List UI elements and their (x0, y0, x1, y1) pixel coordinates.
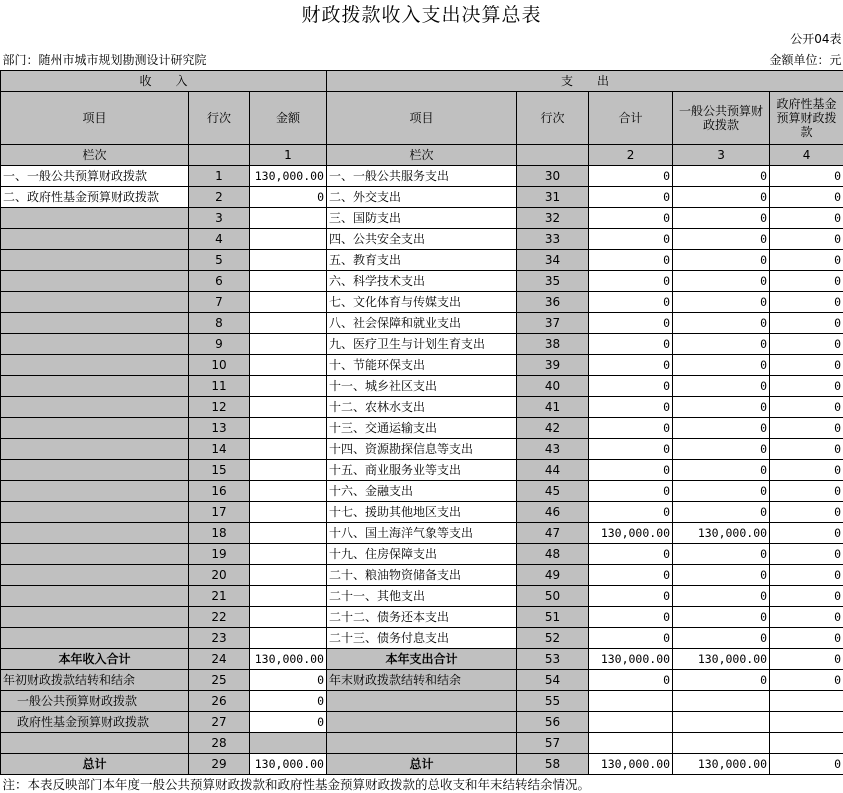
expense-general: 0 (673, 396, 770, 417)
expense-row-no: 40 (517, 375, 589, 396)
col-header-item: 项目 (1, 91, 189, 144)
expense-total (589, 732, 673, 753)
income-row-no: 24 (189, 648, 250, 669)
column-index-exp-blank (517, 144, 589, 165)
expense-general: 0 (673, 207, 770, 228)
income-item: 二、政府性基金预算财政拨款 (1, 186, 189, 207)
expense-total: 0 (589, 354, 673, 375)
budget-summary-table (0, 28, 843, 793)
expense-fund: 0 (770, 165, 843, 186)
expense-general: 0 (673, 228, 770, 249)
expense-item: 六、科学技术支出 (327, 270, 517, 291)
income-row-no: 29 (189, 753, 250, 774)
expense-item: 四、公共安全支出 (327, 228, 517, 249)
table-row (1, 480, 843, 501)
expense-total: 0 (589, 207, 673, 228)
income-item (1, 291, 189, 312)
unit-label: 金额单位：元 (673, 49, 843, 70)
expense-row-no: 31 (517, 186, 589, 207)
table-row (1, 627, 843, 648)
income-amount (250, 228, 327, 249)
income-row-no: 10 (189, 354, 250, 375)
expense-fund: 0 (770, 438, 843, 459)
expense-row-no: 46 (517, 501, 589, 522)
expense-item: 二十、粮油物资储备支出 (327, 564, 517, 585)
expense-row-no: 43 (517, 438, 589, 459)
expense-general: 0 (673, 564, 770, 585)
expense-row-no: 58 (517, 753, 589, 774)
col-header-total: 合计 (589, 91, 673, 144)
income-amount: 130,000.00 (250, 165, 327, 186)
table-row (1, 270, 843, 291)
expense-total: 130,000.00 (589, 753, 673, 774)
expense-item (327, 711, 517, 732)
income-amount (250, 480, 327, 501)
expense-general: 0 (673, 627, 770, 648)
expense-general: 0 (673, 543, 770, 564)
table-row (1, 522, 843, 543)
expense-row-no: 42 (517, 417, 589, 438)
expense-fund: 0 (770, 753, 843, 774)
expense-fund: 0 (770, 585, 843, 606)
expense-general: 0 (673, 291, 770, 312)
income-item (1, 333, 189, 354)
expense-general: 0 (673, 585, 770, 606)
grand-total-row (1, 753, 843, 774)
income-item (1, 354, 189, 375)
expense-total: 0 (589, 396, 673, 417)
expense-item: 五、教育支出 (327, 249, 517, 270)
income-amount (250, 354, 327, 375)
income-row-no: 18 (189, 522, 250, 543)
income-item (1, 438, 189, 459)
expense-item: 年末财政拨款结转和结余 (327, 669, 517, 690)
income-amount (250, 732, 327, 753)
expense-row-no: 34 (517, 249, 589, 270)
expense-general: 0 (673, 249, 770, 270)
income-row-no: 27 (189, 711, 250, 732)
expense-row-no: 53 (517, 648, 589, 669)
expense-fund: 0 (770, 375, 843, 396)
income-row-no: 23 (189, 627, 250, 648)
expense-fund: 0 (770, 564, 843, 585)
expense-fund: 0 (770, 669, 843, 690)
expense-fund: 0 (770, 627, 843, 648)
expense-fund: 0 (770, 312, 843, 333)
expense-fund: 0 (770, 543, 843, 564)
expense-item: 九、医疗卫生与计划生育支出 (327, 333, 517, 354)
income-item (1, 480, 189, 501)
expense-item: 七、文化体育与传媒支出 (327, 291, 517, 312)
expense-item (327, 690, 517, 711)
expense-row-no: 57 (517, 732, 589, 753)
expense-fund: 0 (770, 207, 843, 228)
expense-total: 0 (589, 333, 673, 354)
income-item (1, 459, 189, 480)
table-row (1, 165, 843, 186)
expense-fund: 0 (770, 480, 843, 501)
expense-item: 十二、农林水支出 (327, 396, 517, 417)
income-amount (250, 291, 327, 312)
column-index-fund: 4 (770, 144, 843, 165)
income-item (1, 312, 189, 333)
column-index-exp-label: 栏次 (327, 144, 517, 165)
income-row-no: 16 (189, 480, 250, 501)
expense-fund (770, 732, 843, 753)
col-header-row-no: 行次 (189, 91, 250, 144)
expense-fund: 0 (770, 501, 843, 522)
expense-total: 0 (589, 543, 673, 564)
income-row-no: 4 (189, 228, 250, 249)
column-index-amount: 1 (250, 144, 327, 165)
column-index-general: 3 (673, 144, 770, 165)
table-row (1, 564, 843, 585)
income-amount (250, 396, 327, 417)
expense-total: 0 (589, 165, 673, 186)
income-row-no: 6 (189, 270, 250, 291)
income-item (1, 606, 189, 627)
expense-total: 0 (589, 669, 673, 690)
expense-total: 0 (589, 480, 673, 501)
expense-total: 130,000.00 (589, 648, 673, 669)
expense-row-no: 45 (517, 480, 589, 501)
expense-total (589, 690, 673, 711)
income-item (1, 228, 189, 249)
expense-general: 0 (673, 354, 770, 375)
income-amount (250, 417, 327, 438)
expense-row-no: 47 (517, 522, 589, 543)
table-row (1, 333, 843, 354)
expense-fund: 0 (770, 291, 843, 312)
expense-item: 二十一、其他支出 (327, 585, 517, 606)
income-amount (250, 333, 327, 354)
expense-row-no: 36 (517, 291, 589, 312)
expense-row-no: 51 (517, 606, 589, 627)
income-item (1, 417, 189, 438)
annual-total-row (1, 648, 843, 669)
table-row (1, 501, 843, 522)
balance-row (1, 732, 843, 753)
income-row-no: 14 (189, 438, 250, 459)
income-amount (250, 375, 327, 396)
table-row (1, 291, 843, 312)
income-item (1, 501, 189, 522)
expense-total: 0 (589, 501, 673, 522)
income-row-no: 8 (189, 312, 250, 333)
table-row (1, 207, 843, 228)
expense-fund: 0 (770, 417, 843, 438)
income-amount: 0 (250, 711, 327, 732)
income-row-no: 1 (189, 165, 250, 186)
table-row (1, 543, 843, 564)
expense-total: 0 (589, 417, 673, 438)
income-row-no: 17 (189, 501, 250, 522)
expense-total: 0 (589, 375, 673, 396)
expense-item: 十七、援助其他地区支出 (327, 501, 517, 522)
income-item (1, 564, 189, 585)
expense-section-header: 支 出 (327, 70, 843, 91)
expense-item: 十八、国土海洋气象等支出 (327, 522, 517, 543)
income-row-no: 13 (189, 417, 250, 438)
col-header-amount: 金额 (250, 91, 327, 144)
income-amount (250, 207, 327, 228)
column-index-total: 2 (589, 144, 673, 165)
expense-fund (770, 711, 843, 732)
expense-row-no: 33 (517, 228, 589, 249)
expense-row-no: 54 (517, 669, 589, 690)
expense-row-no: 52 (517, 627, 589, 648)
expense-item: 三、国防支出 (327, 207, 517, 228)
table-row (1, 375, 843, 396)
table-row (1, 228, 843, 249)
expense-total: 0 (589, 459, 673, 480)
expense-item: 十四、资源勘探信息等支出 (327, 438, 517, 459)
income-amount (250, 522, 327, 543)
income-row-no: 12 (189, 396, 250, 417)
expense-row-no: 35 (517, 270, 589, 291)
table-row (1, 312, 843, 333)
expense-total: 0 (589, 228, 673, 249)
income-row-no: 25 (189, 669, 250, 690)
income-amount (250, 627, 327, 648)
expense-row-no: 32 (517, 207, 589, 228)
expense-general: 0 (673, 417, 770, 438)
income-amount (250, 501, 327, 522)
expense-fund: 0 (770, 606, 843, 627)
income-amount: 130,000.00 (250, 648, 327, 669)
expense-fund: 0 (770, 228, 843, 249)
expense-general: 0 (673, 501, 770, 522)
income-item (1, 270, 189, 291)
expense-general: 0 (673, 459, 770, 480)
income-item: 本年收入合计 (1, 648, 189, 669)
expense-fund: 0 (770, 270, 843, 291)
expense-general: 0 (673, 186, 770, 207)
expense-row-no: 44 (517, 459, 589, 480)
expense-total: 0 (589, 312, 673, 333)
form-code: 公开04表 (673, 28, 843, 49)
expense-total: 0 (589, 270, 673, 291)
expense-general (673, 711, 770, 732)
expense-item: 八、社会保障和就业支出 (327, 312, 517, 333)
expense-general: 0 (673, 480, 770, 501)
expense-general: 0 (673, 669, 770, 690)
expense-row-no: 49 (517, 564, 589, 585)
income-row-no: 26 (189, 690, 250, 711)
income-amount (250, 585, 327, 606)
table-row (1, 438, 843, 459)
expense-row-no: 48 (517, 543, 589, 564)
table-row (1, 585, 843, 606)
col-header-gov-fund: 政府性基金预算财政拨款 (770, 91, 843, 144)
income-item: 一、一般公共预算财政拨款 (1, 165, 189, 186)
expense-item: 二、外交支出 (327, 186, 517, 207)
col-header-exp-item: 项目 (327, 91, 517, 144)
expense-fund: 0 (770, 396, 843, 417)
expense-fund: 0 (770, 333, 843, 354)
expense-fund: 0 (770, 648, 843, 669)
expense-total: 0 (589, 606, 673, 627)
table-row (1, 606, 843, 627)
expense-fund: 0 (770, 354, 843, 375)
expense-item: 十五、商业服务业等支出 (327, 459, 517, 480)
expense-row-no: 50 (517, 585, 589, 606)
table-row (1, 417, 843, 438)
income-row-no: 7 (189, 291, 250, 312)
expense-row-no: 56 (517, 711, 589, 732)
income-item (1, 627, 189, 648)
income-item (1, 396, 189, 417)
balance-row (1, 711, 843, 732)
income-amount: 130,000.00 (250, 753, 327, 774)
report-title: 财政拨款收入支出决算总表 (301, 4, 542, 26)
expense-item (327, 732, 517, 753)
expense-fund: 0 (770, 249, 843, 270)
department-label: 部门：随州市城市规划勘测设计研究院 (1, 49, 589, 70)
expense-general: 130,000.00 (673, 522, 770, 543)
income-row-no: 21 (189, 585, 250, 606)
expense-item: 二十三、债务付息支出 (327, 627, 517, 648)
expense-item: 总计 (327, 753, 517, 774)
balance-row (1, 690, 843, 711)
expense-total: 0 (589, 627, 673, 648)
expense-general (673, 690, 770, 711)
expense-item: 一、一般公共服务支出 (327, 165, 517, 186)
income-row-no: 20 (189, 564, 250, 585)
table-row (1, 186, 843, 207)
expense-general: 0 (673, 333, 770, 354)
expense-row-no: 39 (517, 354, 589, 375)
footnote: 注：本表反映部门本年度一般公共预算财政拨款和政府性基金预算财政拨款的总收支和年末结转结余情况。 (1, 774, 843, 793)
expense-total: 0 (589, 186, 673, 207)
income-amount (250, 543, 327, 564)
income-item (1, 543, 189, 564)
income-row-no: 11 (189, 375, 250, 396)
col-header-exp-row-no: 行次 (517, 91, 589, 144)
expense-general: 0 (673, 606, 770, 627)
table-row (1, 459, 843, 480)
income-amount (250, 459, 327, 480)
income-item (1, 249, 189, 270)
expense-total: 0 (589, 249, 673, 270)
income-item: 政府性基金预算财政拨款 (1, 711, 189, 732)
expense-row-no: 41 (517, 396, 589, 417)
expense-item: 十三、交通运输支出 (327, 417, 517, 438)
expense-item: 本年支出合计 (327, 648, 517, 669)
expense-total (589, 711, 673, 732)
income-amount (250, 564, 327, 585)
income-item (1, 585, 189, 606)
blank-cell (1, 28, 673, 49)
income-amount (250, 312, 327, 333)
expense-row-no: 30 (517, 165, 589, 186)
table-row (1, 354, 843, 375)
income-row-no: 15 (189, 459, 250, 480)
income-amount: 0 (250, 690, 327, 711)
expense-general: 130,000.00 (673, 648, 770, 669)
income-row-no: 2 (189, 186, 250, 207)
table-row (1, 396, 843, 417)
column-index-label: 栏次 (1, 144, 189, 165)
expense-total: 0 (589, 564, 673, 585)
expense-item: 十、节能环保支出 (327, 354, 517, 375)
income-amount: 0 (250, 186, 327, 207)
income-amount: 0 (250, 669, 327, 690)
income-row-no: 9 (189, 333, 250, 354)
income-item: 总计 (1, 753, 189, 774)
income-item: 一般公共预算财政拨款 (1, 690, 189, 711)
income-row-no: 3 (189, 207, 250, 228)
expense-row-no: 55 (517, 690, 589, 711)
expense-item: 十九、住房保障支出 (327, 543, 517, 564)
expense-item: 十六、金融支出 (327, 480, 517, 501)
income-amount (250, 249, 327, 270)
expense-total: 0 (589, 438, 673, 459)
expense-row-no: 37 (517, 312, 589, 333)
expense-general: 0 (673, 165, 770, 186)
income-item (1, 375, 189, 396)
table-row (1, 249, 843, 270)
expense-fund (770, 690, 843, 711)
income-row-no: 28 (189, 732, 250, 753)
expense-total: 0 (589, 291, 673, 312)
income-amount (250, 606, 327, 627)
expense-general (673, 732, 770, 753)
expense-total: 130,000.00 (589, 522, 673, 543)
expense-general: 130,000.00 (673, 753, 770, 774)
income-amount (250, 438, 327, 459)
income-amount (250, 270, 327, 291)
income-item (1, 207, 189, 228)
income-item (1, 732, 189, 753)
expense-general: 0 (673, 312, 770, 333)
expense-fund: 0 (770, 459, 843, 480)
expense-general: 0 (673, 438, 770, 459)
income-section-header: 收 入 (1, 70, 327, 91)
expense-fund: 0 (770, 522, 843, 543)
expense-item: 二十二、债务还本支出 (327, 606, 517, 627)
expense-general: 0 (673, 270, 770, 291)
expense-fund: 0 (770, 186, 843, 207)
expense-item: 十一、城乡社区支出 (327, 375, 517, 396)
col-header-general-budget: 一般公共预算财政拨款 (673, 91, 770, 144)
column-index-blank (189, 144, 250, 165)
income-row-no: 5 (189, 249, 250, 270)
income-item: 年初财政拨款结转和结余 (1, 669, 189, 690)
income-row-no: 19 (189, 543, 250, 564)
balance-row (1, 669, 843, 690)
income-row-no: 22 (189, 606, 250, 627)
expense-total: 0 (589, 585, 673, 606)
expense-row-no: 38 (517, 333, 589, 354)
income-item (1, 522, 189, 543)
expense-general: 0 (673, 375, 770, 396)
